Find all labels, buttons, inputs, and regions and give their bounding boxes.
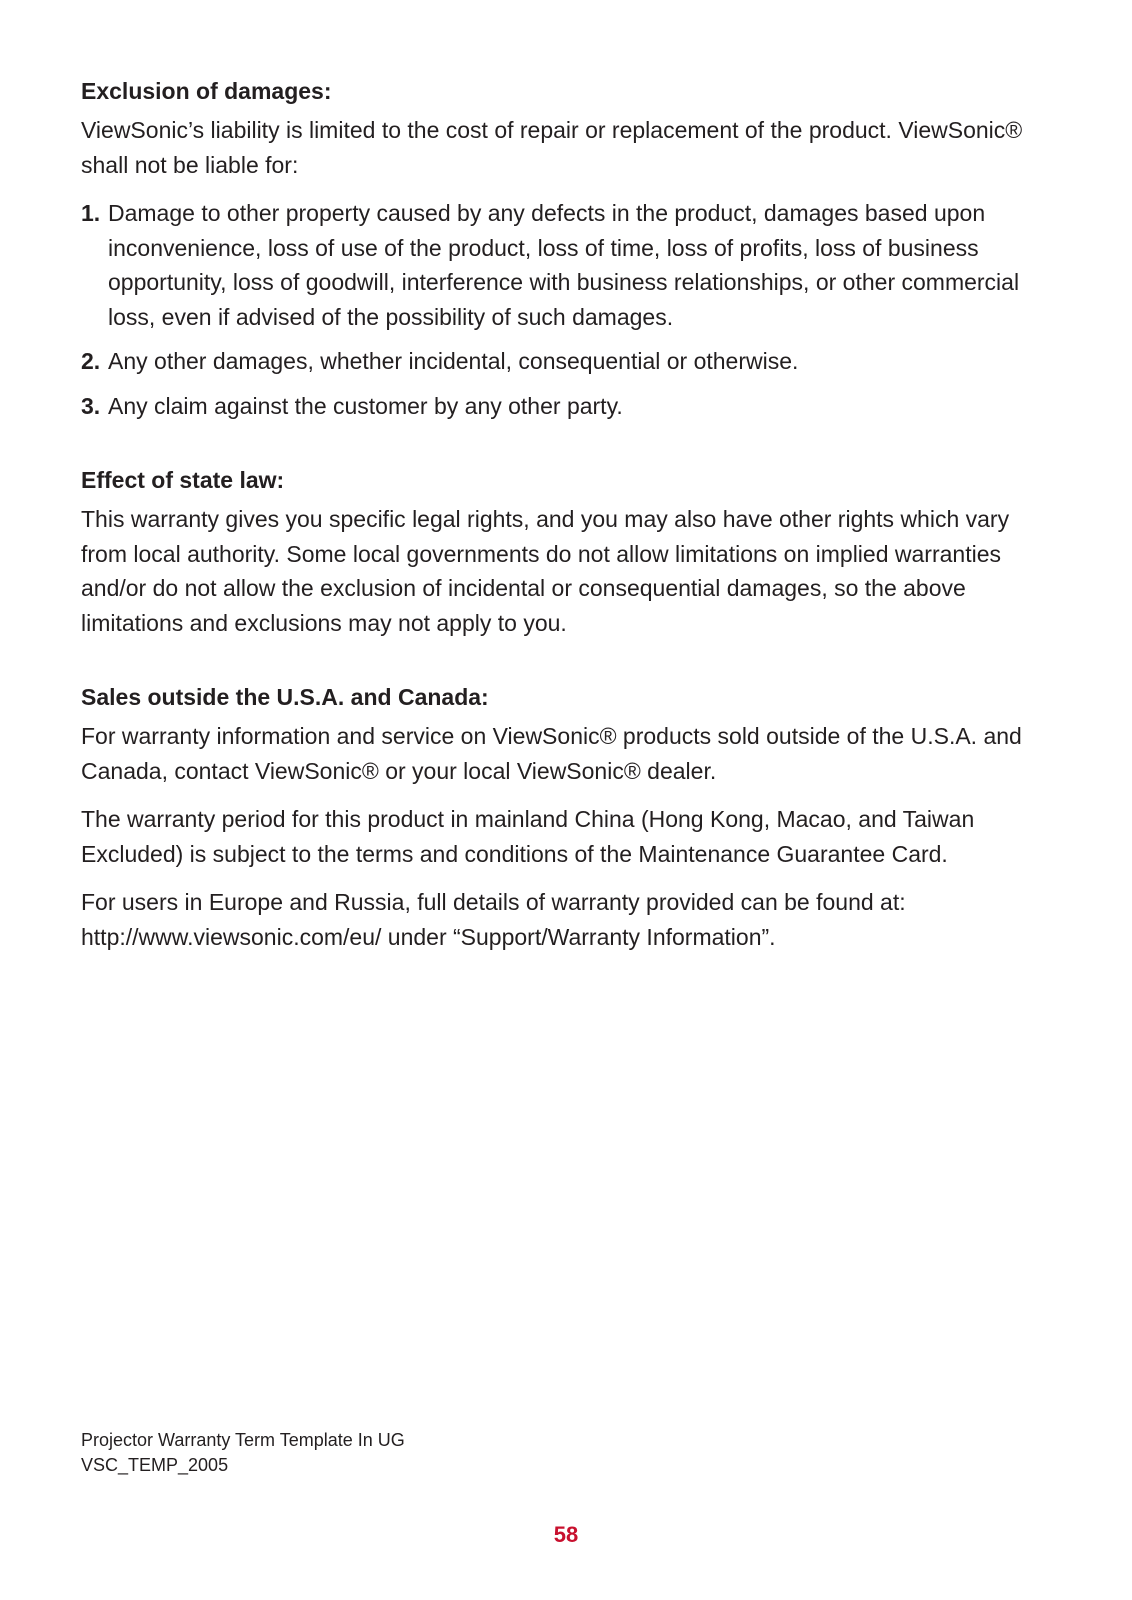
list-number: 1. (81, 200, 101, 226)
footer-template-name: Projector Warranty Term Template In UG (81, 1430, 405, 1450)
footer-template-code: VSC_TEMP_2005 (81, 1455, 229, 1475)
list-item-text: Any other damages, whether incidental, consequential or otherwise. (108, 348, 799, 374)
section-heading: Exclusion of damages: (81, 78, 332, 104)
paragraph: For users in Europe and Russia, full details of warranty provided can be found at: http://www.viewsonic.com/eu/ under “Support/Warranty Information”. (81, 889, 906, 950)
section-effect-of-state-law (81, 463, 1061, 640)
section-heading: Effect of state law: (81, 467, 285, 493)
list-item (81, 196, 1061, 334)
list-number: 2. (81, 348, 101, 374)
paragraph: The warranty period for this product in mainland China (Hong Kong, Macao, and Taiwan Excluded) is subject to the terms and conditions of the Maintenance Guarantee Card. (81, 806, 975, 867)
section-sales-outside-usa-canada (81, 680, 1061, 954)
list-item (81, 344, 1061, 379)
page-number: 58 (553, 1522, 579, 1547)
section-exclusion-of-damages (81, 74, 1061, 423)
list-item-text: Damage to other property caused by any defects in the product, damages based upon inconvenience, loss of use of the product, loss of time, loss of profits, loss of business opportunity, loss of goodwill, interference with business relationships, or other commercial loss, even if advised of the possibility of such damages. (108, 200, 1020, 330)
list-number: 3. (81, 392, 101, 419)
damages-list (81, 196, 1061, 423)
list-item (81, 389, 1061, 424)
paragraph: This warranty gives you specific legal rights, and you may also have other rights which vary from local authority. Some local governments do not allow limitations on implied warranties and/or do not allow the exclusion of incidental or consequential damages, so the above limitations and exclusions may not apply to you. (81, 506, 1010, 636)
section-heading: Sales outside the U.S.A. and Canada: (81, 684, 489, 710)
page-footer (81, 1428, 405, 1478)
paragraph: For warranty information and service on ViewSonic® products sold outside of the U.S.A. and Canada, contact ViewSonic® or your local ViewSonic® dealer. (81, 723, 1022, 784)
document-body (81, 74, 1061, 994)
list-item-text: Any claim against the customer by any other party. (108, 392, 623, 419)
paragraph: ViewSonic’s liability is limited to the cost of repair or replacement of the product. ViewSonic® shall not be liable for: (81, 117, 1023, 178)
